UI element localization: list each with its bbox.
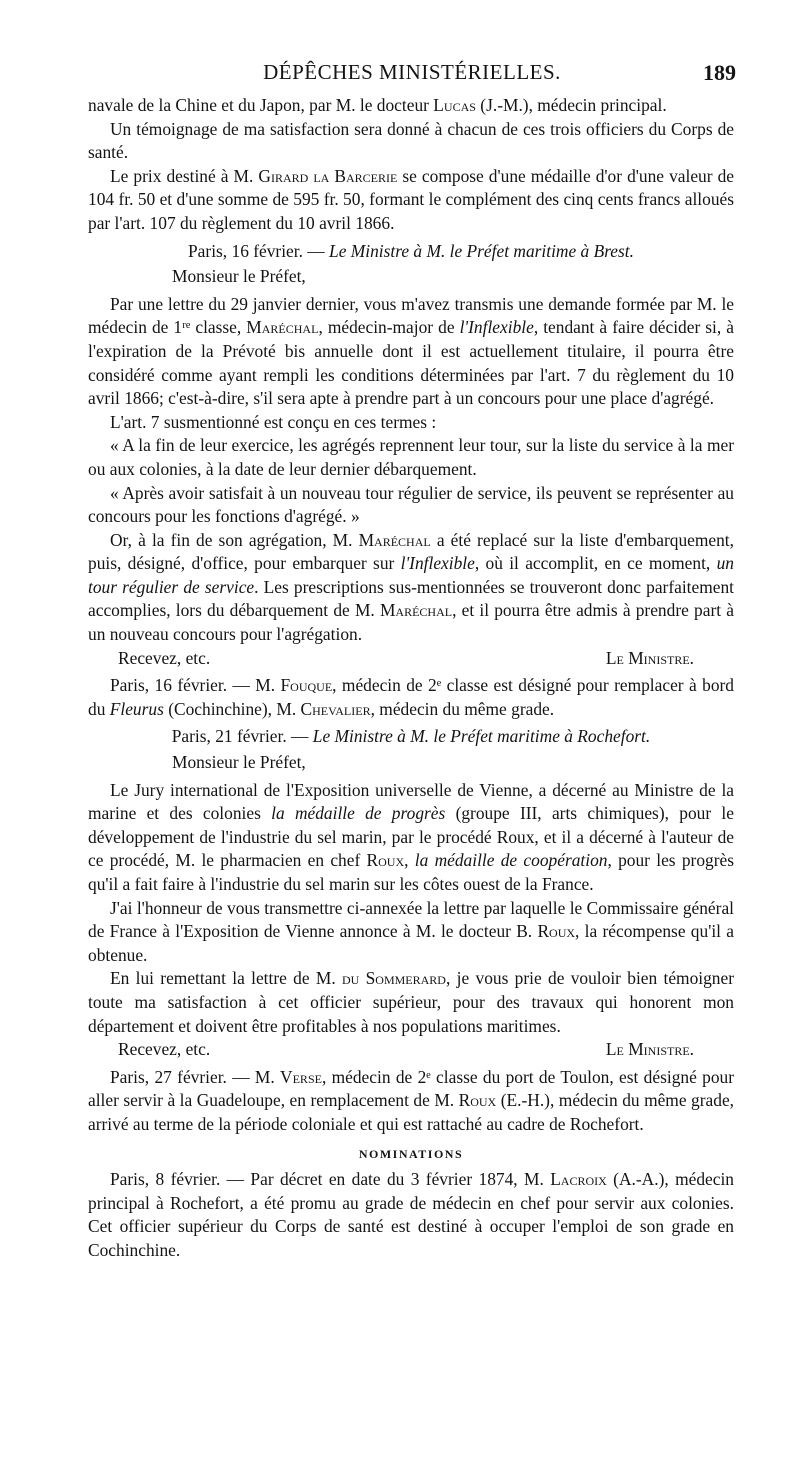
signatory: Le Ministre. — [605, 647, 694, 668]
dispatch-heading: Paris, 21 février. — Le Ministre à M. le Préfet maritime à Rochefort. — [171, 726, 651, 747]
paragraph: J'ai l'honneur de vous transmettre ci-annexée la lettre par laquelle le Commissaire général de France à l'Exposition de Vienne annonce à M. le docteur B. Roux, la récompense qu'il a obtenue. — [88, 897, 734, 965]
paragraph: Paris, 8 février. — Par décret en date du 3 février 1874, M. Lacroix (A.-A.), médecin principal à Rochefort, a été promu au grade de médecin en chef pour servir aux colonies. Cet officier supérieur du Corps de santé est destiné à occuper l'emploi de son grade en Cochinchine. — [88, 1169, 734, 1260]
paragraph: navale de la Chine et du Japon, par M. le docteur Lucas (J.-M.), médecin principal. — [88, 95, 667, 115]
salutation: Monsieur le Préfet, — [172, 752, 306, 773]
paragraph: Le prix destiné à M. Girard la Barcerie se compose d'une médaille d'or d'une valeur de 104 fr. 50 et d'une somme de 595 fr. 50, formant le complément des cinq cents francs alloués par l'art. 107 du règlement du 10 avril 1866. — [88, 165, 734, 233]
page-body — [88, 94, 734, 1263]
section-heading-nominations: NOMINATIONS — [358, 1146, 464, 1161]
closing: Recevez, etc. — [118, 647, 211, 668]
paragraph: Paris, 27 février. — M. Verse, médecin de 2ᵉ classe du port de Toulon, est désigné pour aller servir à la Guadeloupe, en remplacement de M. Roux (E.-H.), médecin du même grade, arrivé au terme de la période coloniale et qui est rattaché au cadre de Rochefort. — [88, 1066, 735, 1134]
page-header — [88, 60, 736, 90]
page-number: 189 — [703, 60, 736, 85]
paragraph: Un témoignage de ma satisfaction sera donné à chacun de ces trois officiers du Corps de santé. — [88, 118, 734, 163]
closing: Recevez, etc. — [118, 1039, 211, 1060]
paragraph: Or, à la fin de son agrégation, M. Maréchal a été replacé sur la liste d'embarquement, puis, désigné, d'office, pour embarquer sur l'Inflexible, où il accomplit, en ce moment, un tour régulier de service. Les prescriptions sus-mentionnées se trouveront donc parfaitement accomplies, lors du débarquement de M. Maréchal, et il pourra être admis à prendre part à un nouveau concours pour l'agrégation. — [88, 529, 735, 645]
signature-line — [88, 1038, 734, 1062]
quoted-article: « A la fin de leur exercice, les agrégés reprennent leur tour, sur la liste du service à la mer ou aux colonies, à la date de leur dernier débarquement. — [88, 435, 734, 479]
paragraph: Paris, 16 février. — M. Fouque, médecin de 2ᵉ classe est désigné pour remplacer à bord du Fleurus (Cochinchine), M. Chevalier, médecin du même grade. — [88, 675, 734, 719]
paragraph: En lui remettant la lettre de M. du Sommerard, je vous prie de vouloir bien témoigner toute ma satisfaction à cet officier supérieur, pour des travaux qui honorent mon département et doivent être profitables à nos populations maritimes. — [88, 968, 735, 1036]
paragraph: L'art. 7 susmentionné est conçu en ces termes : — [110, 411, 437, 432]
quoted-article: « Après avoir satisfait à un nouveau tour régulier de service, ils peuvent se représenter au concours pour les fonctions d'agrégé. » — [88, 482, 734, 527]
dispatch-heading: Paris, 16 février. — Le Ministre à M. le Préfet maritime à Brest. — [188, 240, 634, 261]
signature-line — [88, 647, 734, 671]
paragraph: Par une lettre du 29 janvier dernier, vous m'avez transmis une demande formée par M. le médecin de 1ʳᵉ classe, Maréchal, médecin-major de l'Inflexible, tendant à faire décider si, à l'expiration de la Prévoté bis annuelle dont il est actuellement titulaire, il pourra être considéré comme ayant rempli les conditions déterminées par l'art. 7 du règlement du 10 avril 1866; c'est-à-dire, s'il sera apte à prendre part à un concours pour une place d'agrégé. — [88, 293, 735, 409]
running-title: DÉPÊCHES MINISTÉRIELLES. — [263, 60, 561, 84]
salutation: Monsieur le Préfet, — [172, 266, 306, 287]
signatory: Le Ministre. — [605, 1039, 694, 1060]
paragraph: Le Jury international de l'Exposition universelle de Vienne, a décerné au Ministre de la marine et des colonies la médaille de progrès (groupe III, arts chimiques), pour le développement de l'industrie du sel marin, par le procédé Roux, et il a décerné à l'auteur de ce procédé, M. le pharmacien en chef Roux, la médaille de coopération, pour les progrès qu'il a fait faire à l'industrie du sel marin sur les côtes ouest de la France. — [88, 779, 734, 894]
